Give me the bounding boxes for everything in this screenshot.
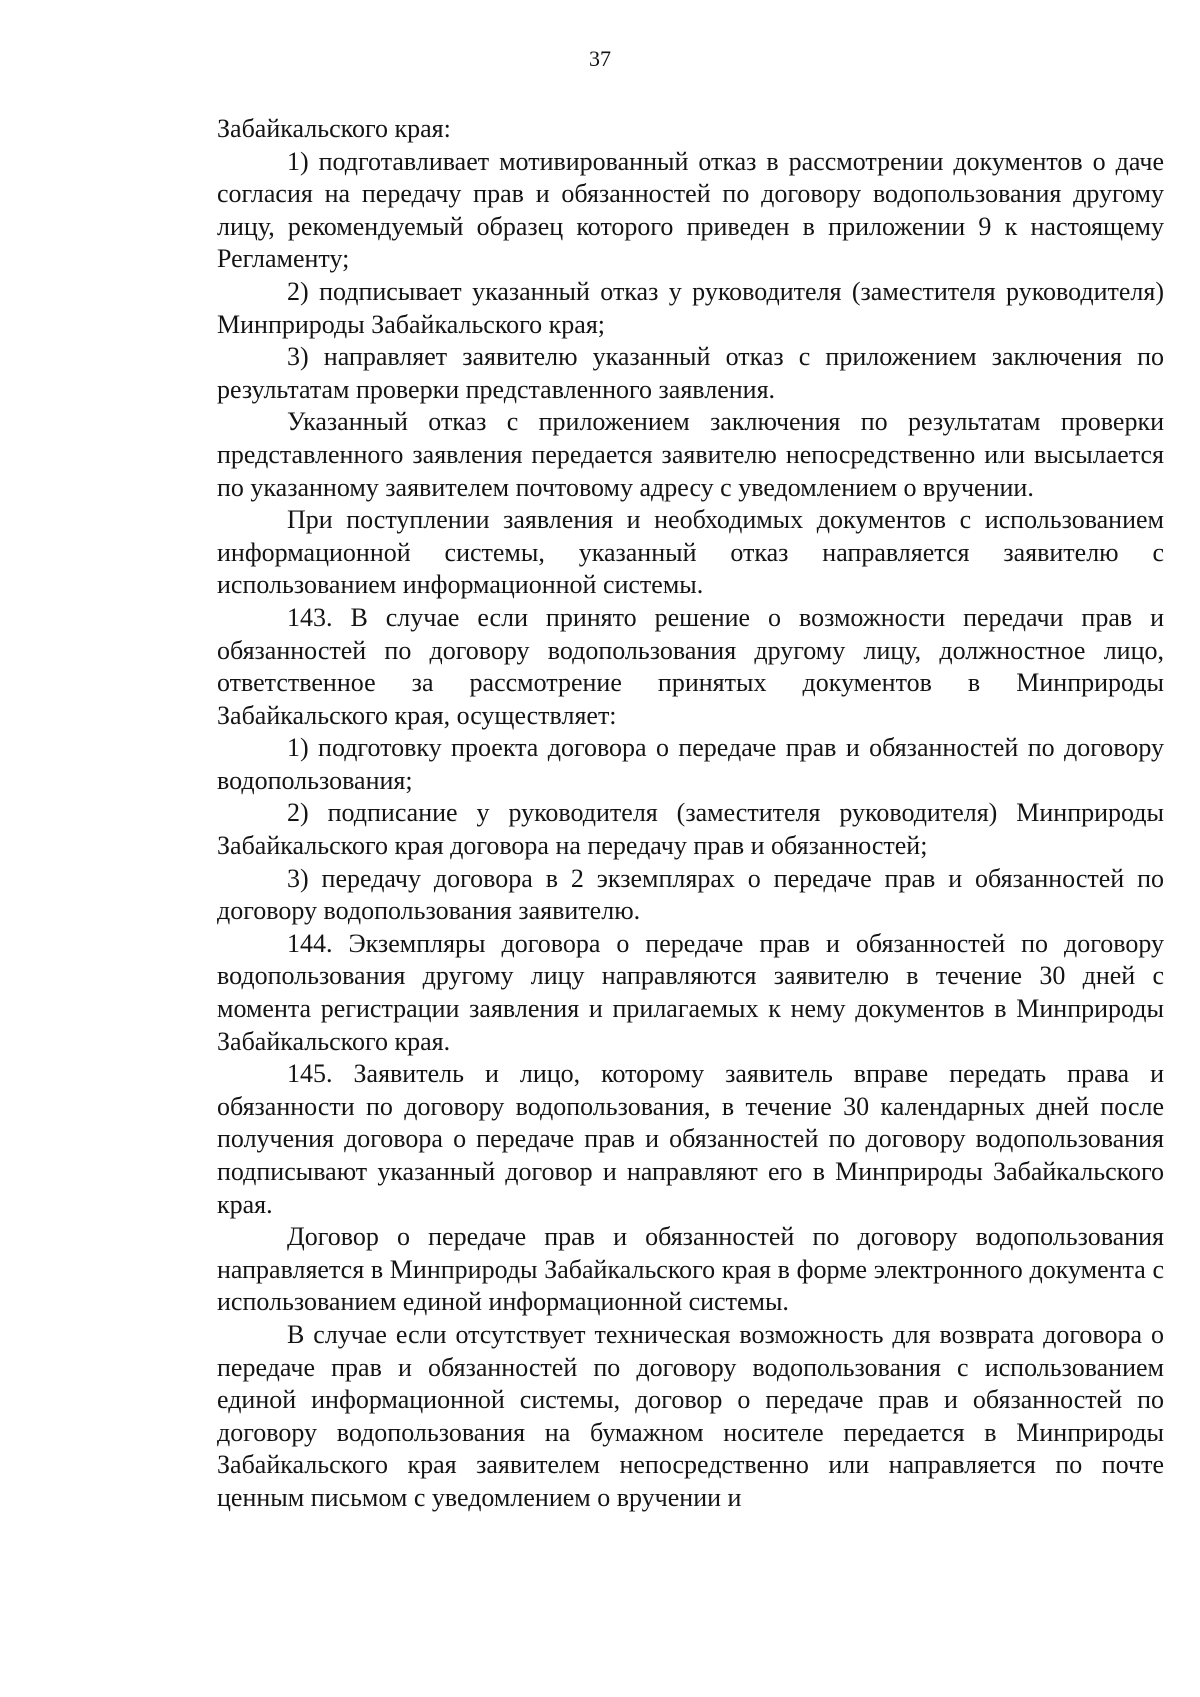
paragraph-electronic-contract: Договор о передаче прав и обязанностей по договору водопользования направляется в Минприроды Забайкальского края в форме электронного документа с использованием единой информационной системы. [217, 1222, 1164, 1317]
page-number: 37 [589, 46, 611, 71]
paragraph-continuation: Забайкальского края: [217, 114, 451, 143]
paragraph-clause-144: 144. Экземпляры договора о передаче прав и обязанностей по договору водопользования другому лицу направляются заявителю в течение 30 дней с момента регистрации заявления и прилагаемых к нему документов в Минприроды Забайкальского края. [217, 928, 1164, 1056]
paragraph-clause-143-item-2: 2) подписание у руководителя (заместителя руководителя) Минприроды Забайкальского края договора на передачу прав и обязанностей; [217, 798, 1164, 861]
paragraph-item-1-refusal: 1) подготавливает мотивированный отказ в рассмотрении документов о даче согласия на передачу прав и обязанностей по договору водопользования другому лицу, рекомендуемый образец которого приведен в приложении 9 к настоящему Регламенту; [217, 146, 1164, 274]
paragraph-info-system-refusal: При поступлении заявления и необходимых документов с использованием информационной системы, указанный отказ направляется заявителю с использованием информационной системы. [217, 505, 1164, 600]
paragraph-clause-145: 145. Заявитель и лицо, которому заявитель вправе передать права и обязанности по договору водопользования, в течение 30 календарных дней после получения договора о передаче прав и обязанностей по договору водопользования подписывают указанный договор и направляют его в Минприроды Забайкальского края. [217, 1059, 1164, 1219]
document-body [217, 113, 1164, 1515]
paragraph-item-2-sign-refusal: 2) подписывает указанный отказ у руководителя (заместителя руководителя) Минприроды Забайкальского края; [217, 276, 1164, 339]
paragraph-item-3-send-refusal: 3) направляет заявителю указанный отказ с приложением заключения по результатам проверки представленного заявления. [217, 342, 1164, 404]
paragraph-clause-143: 143. В случае если принято решение о возможности передачи прав и обязанностей по договору водопользования другому лицу, должностное лицо, ответственное за рассмотрение принятых документов в Минприроды Забайкальского края, осуществляет: [217, 602, 1164, 730]
paragraph-refusal-delivery: Указанный отказ с приложением заключения по результатам проверки представленного заявления передается заявителю непосредственно или высылается по указанному заявителем почтовому адресу с уведомлением о вручении. [217, 407, 1164, 502]
paragraph-paper-contract: В случае если отсутствует техническая возможность для возврата договора о передаче прав и обязанностей по договору водопользования с использованием единой информационной системы, договор о передаче прав и обязанностей по договору водопользования на бумажном носителе передается в Минприроды Забайкальского края заявителем непосредственно или направляется по почте ценным письмом с уведомлением о вручении и [217, 1319, 1164, 1512]
paragraph-clause-143-item-1: 1) подготовку проекта договора о передаче прав и обязанностей по договору водопользования; [217, 733, 1164, 795]
paragraph-clause-143-item-3: 3) передачу договора в 2 экземплярах о передаче прав и обязанностей по договору водопользования заявителю. [217, 863, 1164, 926]
